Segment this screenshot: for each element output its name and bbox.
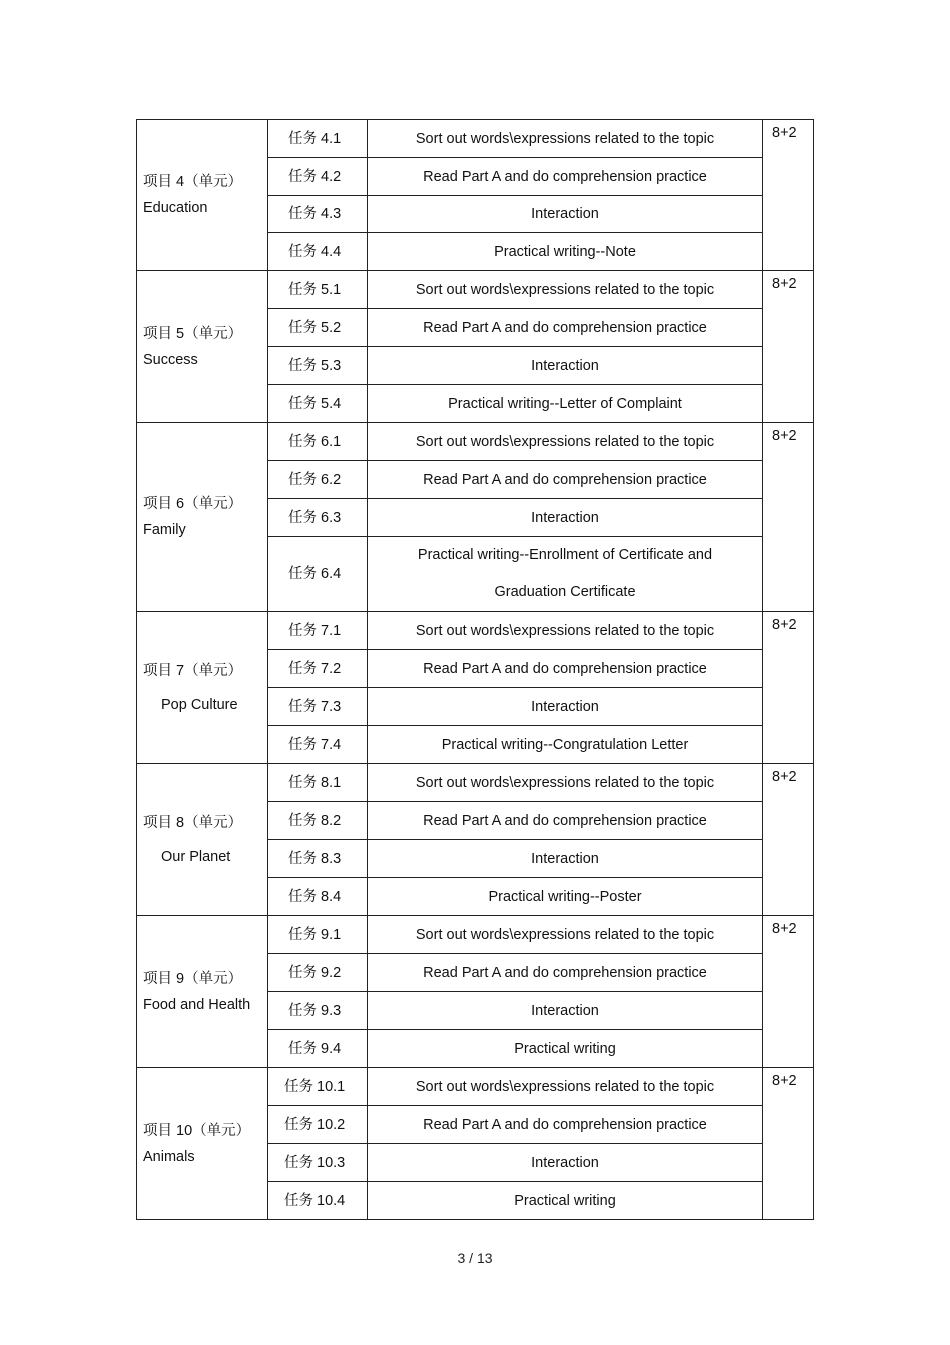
task-id: 任务 5.4: [268, 385, 368, 423]
hours-cell: 8+2: [763, 916, 814, 1068]
task-content: [368, 537, 763, 612]
task-content: [368, 233, 763, 271]
task-content: [368, 650, 763, 688]
task-content-line: Read Part A and do comprehension practice: [423, 168, 707, 185]
unit-name: Animals: [143, 1148, 195, 1165]
task-content: [368, 120, 763, 158]
unit-label: 项目 10（单元）: [143, 1122, 251, 1139]
task-id: 任务 5.2: [268, 309, 368, 347]
task-id: 任务 4.2: [268, 158, 368, 196]
task-content-line: Practical writing--Enrollment of Certificate and: [417, 547, 713, 563]
task-content-line: Practical writing--Congratulation Letter: [441, 736, 689, 753]
task-content-line: Read Part A and do comprehension practice: [423, 812, 707, 829]
task-id: 任务 7.2: [268, 650, 368, 688]
task-id: 任务 4.1: [268, 120, 368, 158]
table-row: [137, 271, 814, 309]
task-content: [368, 347, 763, 385]
unit-label: 项目 8（单元）: [143, 814, 243, 831]
task-id: 任务 9.2: [268, 954, 368, 992]
table-row: [137, 423, 814, 461]
task-id: 任务 10.2: [268, 1106, 368, 1144]
task-content-line: Practical writing--Poster: [488, 888, 642, 905]
table-row: [137, 764, 814, 802]
task-content: [368, 461, 763, 499]
task-content-line: Sort out words\expressions related to the topic: [415, 433, 715, 450]
task-id: 任务 6.4: [268, 537, 368, 612]
task-id: 任务 6.2: [268, 461, 368, 499]
table-row: [137, 916, 814, 954]
task-id: 任务 9.1: [268, 916, 368, 954]
unit-name: Pop Culture: [161, 696, 238, 713]
task-content: [368, 726, 763, 764]
task-content: [368, 1030, 763, 1068]
task-id: 任务 7.4: [268, 726, 368, 764]
hours-cell: 8+2: [763, 612, 814, 764]
task-content: [368, 1144, 763, 1182]
task-content-line: Interaction: [531, 698, 599, 715]
unit-name: Education: [143, 200, 208, 216]
unit-cell: [137, 916, 268, 1068]
task-content-line: Interaction: [531, 509, 599, 526]
task-content-line: Sort out words\expressions related to the topic: [415, 1078, 715, 1095]
task-content-line: Read Part A and do comprehension practice: [423, 471, 707, 488]
task-content: [368, 1182, 763, 1220]
unit-name: Family: [143, 522, 186, 538]
task-content-line: Sort out words\expressions related to the topic: [415, 130, 715, 147]
task-id: 任务 10.3: [268, 1144, 368, 1182]
task-content-line: Sort out words\expressions related to the topic: [415, 281, 715, 298]
task-content: [368, 1106, 763, 1144]
task-content-line: Practical writing: [514, 1040, 616, 1057]
task-content-line: Practical writing--Letter of Complaint: [448, 395, 682, 412]
task-id: 任务 4.4: [268, 233, 368, 271]
task-id: 任务 5.3: [268, 347, 368, 385]
task-content-line: Interaction: [531, 206, 599, 222]
task-content: [368, 499, 763, 537]
task-id: 任务 7.1: [268, 612, 368, 650]
task-content: [368, 840, 763, 878]
task-content: [368, 423, 763, 461]
task-content-line: Interaction: [531, 357, 599, 374]
task-content: [368, 802, 763, 840]
task-id: 任务 9.4: [268, 1030, 368, 1068]
unit-cell: [137, 612, 268, 764]
task-id: 任务 9.3: [268, 992, 368, 1030]
task-content: [368, 271, 763, 309]
unit-cell: [137, 120, 268, 271]
task-content-line: Interaction: [531, 1154, 599, 1171]
task-content-line: Read Part A and do comprehension practice: [423, 319, 707, 336]
task-content-line: Sort out words\expressions related to the topic: [415, 622, 715, 639]
task-id: 任务 6.1: [268, 423, 368, 461]
unit-cell: [137, 271, 268, 423]
task-content: [368, 196, 763, 233]
table-row: [137, 1068, 814, 1106]
task-id: 任务 7.3: [268, 688, 368, 726]
task-content: [368, 992, 763, 1030]
task-content: [368, 158, 763, 196]
unit-label: 项目 7（单元）: [143, 662, 243, 679]
task-id: 任务 10.4: [268, 1182, 368, 1220]
unit-name: Food and Health: [143, 996, 251, 1013]
task-id: 任务 8.2: [268, 802, 368, 840]
task-content-line: Graduation Certificate: [494, 584, 636, 600]
task-id: 任务 10.1: [268, 1068, 368, 1106]
hours-cell: 8+2: [763, 271, 814, 423]
task-content-line: Read Part A and do comprehension practice: [423, 660, 707, 677]
task-content-line: Read Part A and do comprehension practice: [423, 964, 707, 981]
hours-cell: 8+2: [763, 764, 814, 916]
unit-label: 项目 5（单元）: [143, 325, 243, 342]
task-content: [368, 688, 763, 726]
hours-cell: 8+2: [763, 423, 814, 612]
task-content-line: Interaction: [531, 850, 599, 867]
page-number: 3 / 13: [457, 1250, 493, 1266]
hours-cell: 8+2: [763, 1068, 814, 1220]
task-content: [368, 916, 763, 954]
task-id: 任务 8.3: [268, 840, 368, 878]
task-content: [368, 385, 763, 423]
task-content-line: Interaction: [531, 1002, 599, 1019]
task-content-line: Sort out words\expressions related to the topic: [415, 774, 715, 791]
task-content-line: Read Part A and do comprehension practice: [423, 1116, 707, 1133]
task-id: 任务 4.3: [268, 196, 368, 233]
task-content: [368, 878, 763, 916]
task-content-line: Practical writing--Note: [494, 243, 636, 260]
table-row: [137, 612, 814, 650]
task-id: 任务 8.4: [268, 878, 368, 916]
unit-cell: [137, 423, 268, 612]
task-id: 任务 6.3: [268, 499, 368, 537]
unit-cell: [137, 1068, 268, 1220]
unit-label: 项目 6（单元）: [143, 496, 243, 512]
task-content: [368, 612, 763, 650]
task-content-line: Sort out words\expressions related to the topic: [415, 926, 715, 943]
syllabus-table: [136, 119, 814, 1220]
task-content: [368, 954, 763, 992]
task-content: [368, 764, 763, 802]
task-content: [368, 1068, 763, 1106]
unit-cell: [137, 764, 268, 916]
hours-cell: 8+2: [763, 120, 814, 271]
task-content: [368, 309, 763, 347]
task-id: 任务 5.1: [268, 271, 368, 309]
task-id: 任务 8.1: [268, 764, 368, 802]
unit-label: 项目 4（单元）: [143, 174, 243, 190]
unit-name: Our Planet: [161, 848, 231, 865]
task-content-line: Practical writing: [514, 1192, 616, 1209]
unit-name: Success: [143, 351, 198, 368]
table-row: [137, 120, 814, 158]
unit-label: 项目 9（单元）: [143, 970, 243, 987]
